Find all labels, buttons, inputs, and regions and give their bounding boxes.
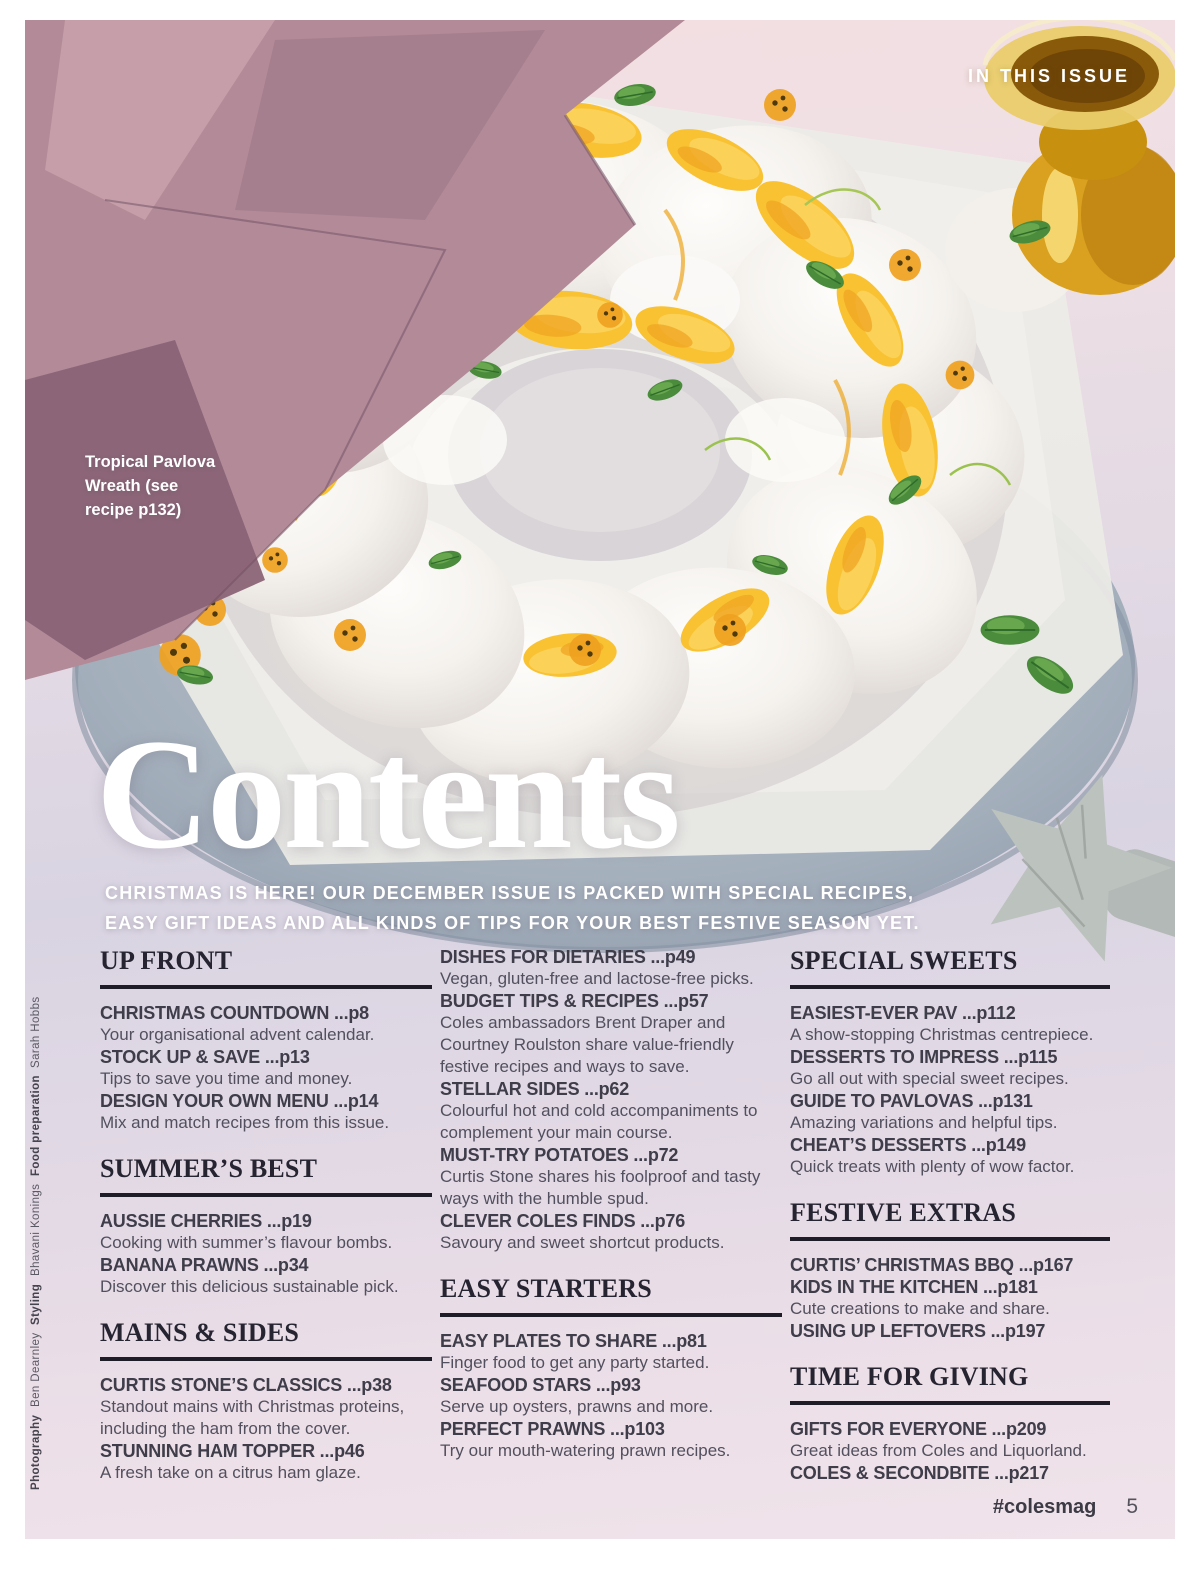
entry-title: CURTIS STONE’S CLASSICS ...p38 [100, 1375, 392, 1395]
contents-entry [100, 1002, 432, 1046]
entry-description: Your organisational advent calendar. [100, 1025, 375, 1044]
contents-entry [790, 1254, 1110, 1276]
contents-entry [440, 1330, 782, 1374]
section-header: SUMMER’S BEST [100, 1154, 432, 1197]
section-header: FESTIVE EXTRAS [790, 1198, 1110, 1241]
entry-description: Coles ambassadors Brent Draper and Courtney Roulston share value-friendly festive recipes and ways to save. [440, 1013, 734, 1076]
credit-name: Sarah Hobbs [30, 996, 42, 1068]
entry-description: Standout mains with Christmas proteins, including the ham from the cover. [100, 1397, 405, 1438]
entry-title: DESSERTS TO IMPRESS ...p115 [790, 1047, 1058, 1067]
contents-entry [440, 1210, 782, 1254]
section-header: SPECIAL SWEETS [790, 946, 1110, 989]
entry-title: SEAFOOD STARS ...p93 [440, 1375, 641, 1395]
page-number: 5 [1126, 1495, 1138, 1518]
contents-entry [440, 1418, 782, 1462]
photo-caption: Tropical Pavlova Wreath (see recipe p132) [85, 453, 216, 519]
entry-description: Finger food to get any party started. [440, 1353, 710, 1372]
in-this-issue-badge: IN THIS ISSUE [967, 66, 1130, 86]
contents-entry [440, 1078, 782, 1144]
contents-entry [440, 990, 782, 1078]
contents-entry [100, 1090, 432, 1134]
entry-description: Colourful hot and cold accompaniments to complement your main course. [440, 1101, 758, 1142]
contents-entry [790, 1090, 1110, 1134]
entry-description: Vegan, gluten-free and lactose-free picks. [440, 969, 754, 988]
credit-label: Styling [30, 1283, 42, 1325]
entry-title: DESIGN YOUR OWN MENU ...p14 [100, 1091, 379, 1111]
credit-label: Photography [30, 1414, 42, 1490]
contents-column-2 [440, 946, 782, 1484]
entry-description: Try our mouth-watering prawn recipes. [440, 1441, 731, 1460]
entry-title: EASIEST-EVER PAV ...p112 [790, 1003, 1016, 1023]
contents-entry [100, 1210, 432, 1254]
entry-title: STELLAR SIDES ...p62 [440, 1079, 630, 1099]
entry-description: Go all out with special sweet recipes. [790, 1069, 1069, 1088]
entry-title: GUIDE TO PAVLOVAS ...p131 [790, 1091, 1033, 1111]
entry-description: Quick treats with plenty of wow factor. [790, 1157, 1075, 1176]
contents-entry [100, 1254, 432, 1298]
contents-entry [790, 1134, 1110, 1178]
contents-entry [440, 946, 782, 990]
page-title: Contents [96, 707, 678, 882]
intro-line-2: EASY GIFT IDEAS AND ALL KINDS OF TIPS FOR YOUR BEST FESTIVE SEASON YET. [105, 913, 920, 933]
section-header: MAINS & SIDES [100, 1318, 432, 1361]
contents-entry [440, 1374, 782, 1418]
entry-description: Serve up oysters, prawns and more. [440, 1397, 714, 1416]
entry-title: CURTIS’ CHRISTMAS BBQ ...p167 [790, 1255, 1074, 1275]
entry-title: EASY PLATES TO SHARE ...p81 [440, 1331, 707, 1351]
entry-title: GIFTS FOR EVERYONE ...p209 [790, 1419, 1047, 1439]
intro-text [105, 878, 1065, 938]
contents-entry [790, 1462, 1110, 1484]
contents-column-1 [100, 946, 432, 1484]
entry-description: A fresh take on a citrus ham glaze. [100, 1463, 361, 1482]
entry-title: STUNNING HAM TOPPER ...p46 [100, 1441, 365, 1461]
entry-title: CHRISTMAS COUNTDOWN ...p8 [100, 1003, 369, 1023]
photo-credits [30, 942, 42, 1490]
entry-title: DISHES FOR DIETARIES ...p49 [440, 947, 696, 967]
entry-description: Curtis Stone shares his foolproof and tasty ways with the humble spud. [440, 1167, 761, 1208]
section-header: EASY STARTERS [440, 1274, 782, 1317]
entry-title: MUST-TRY POTATOES ...p72 [440, 1145, 679, 1165]
entry-title: PERFECT PRAWNS ...p103 [440, 1419, 665, 1439]
entry-description: Discover this delicious sustainable pick. [100, 1277, 399, 1296]
entry-description: Cute creations to make and share. [790, 1299, 1050, 1318]
credit-name: Bhavani Konings [30, 1183, 42, 1277]
entry-title: USING UP LEFTOVERS ...p197 [790, 1321, 1046, 1341]
page-footer [993, 1495, 1138, 1519]
contents-entry [790, 1276, 1110, 1320]
contents-entry [100, 1046, 432, 1090]
entry-title: CLEVER COLES FINDS ...p76 [440, 1211, 686, 1231]
hashtag-label: #colesmag [992, 1496, 1097, 1518]
contents-entry [790, 1002, 1110, 1046]
entry-title: STOCK UP & SAVE ...p13 [100, 1047, 310, 1067]
entry-description: Amazing variations and helpful tips. [790, 1113, 1058, 1132]
entry-title: AUSSIE CHERRIES ...p19 [100, 1211, 312, 1231]
contents-columns [100, 946, 1105, 1484]
entry-title: COLES & SECONDBITE ...p217 [790, 1463, 1049, 1483]
contents-entry [100, 1440, 432, 1484]
entry-title: CHEAT’S DESSERTS ...p149 [790, 1135, 1026, 1155]
entry-description: Great ideas from Coles and Liquorland. [790, 1441, 1087, 1460]
contents-entry [440, 1144, 782, 1210]
entry-description: Cooking with summer’s flavour bombs. [100, 1233, 393, 1252]
entry-description: Mix and match recipes from this issue. [100, 1113, 390, 1132]
contents-entry [100, 1374, 432, 1440]
entry-description: Savoury and sweet shortcut products. [440, 1233, 725, 1252]
contents-entry [790, 1418, 1110, 1462]
credit-name: Ben Dearnley [30, 1332, 42, 1408]
entry-title: BANANA PRAWNS ...p34 [100, 1255, 309, 1275]
section-header: TIME FOR GIVING [790, 1362, 1110, 1405]
entry-description: A show-stopping Christmas centrepiece. [790, 1025, 1094, 1044]
contents-column-3 [790, 946, 1110, 1484]
entry-title: BUDGET TIPS & RECIPES ...p57 [440, 991, 709, 1011]
credit-label: Food preparation [30, 1075, 42, 1177]
contents-entry [790, 1320, 1110, 1342]
contents-entry [790, 1046, 1110, 1090]
intro-line-1: CHRISTMAS IS HERE! OUR DECEMBER ISSUE IS PACKED WITH SPECIAL RECIPES, [105, 883, 915, 903]
entry-title: KIDS IN THE KITCHEN ...p181 [790, 1277, 1038, 1297]
section-header: UP FRONT [100, 946, 432, 989]
entry-description: Tips to save you time and money. [100, 1069, 353, 1088]
